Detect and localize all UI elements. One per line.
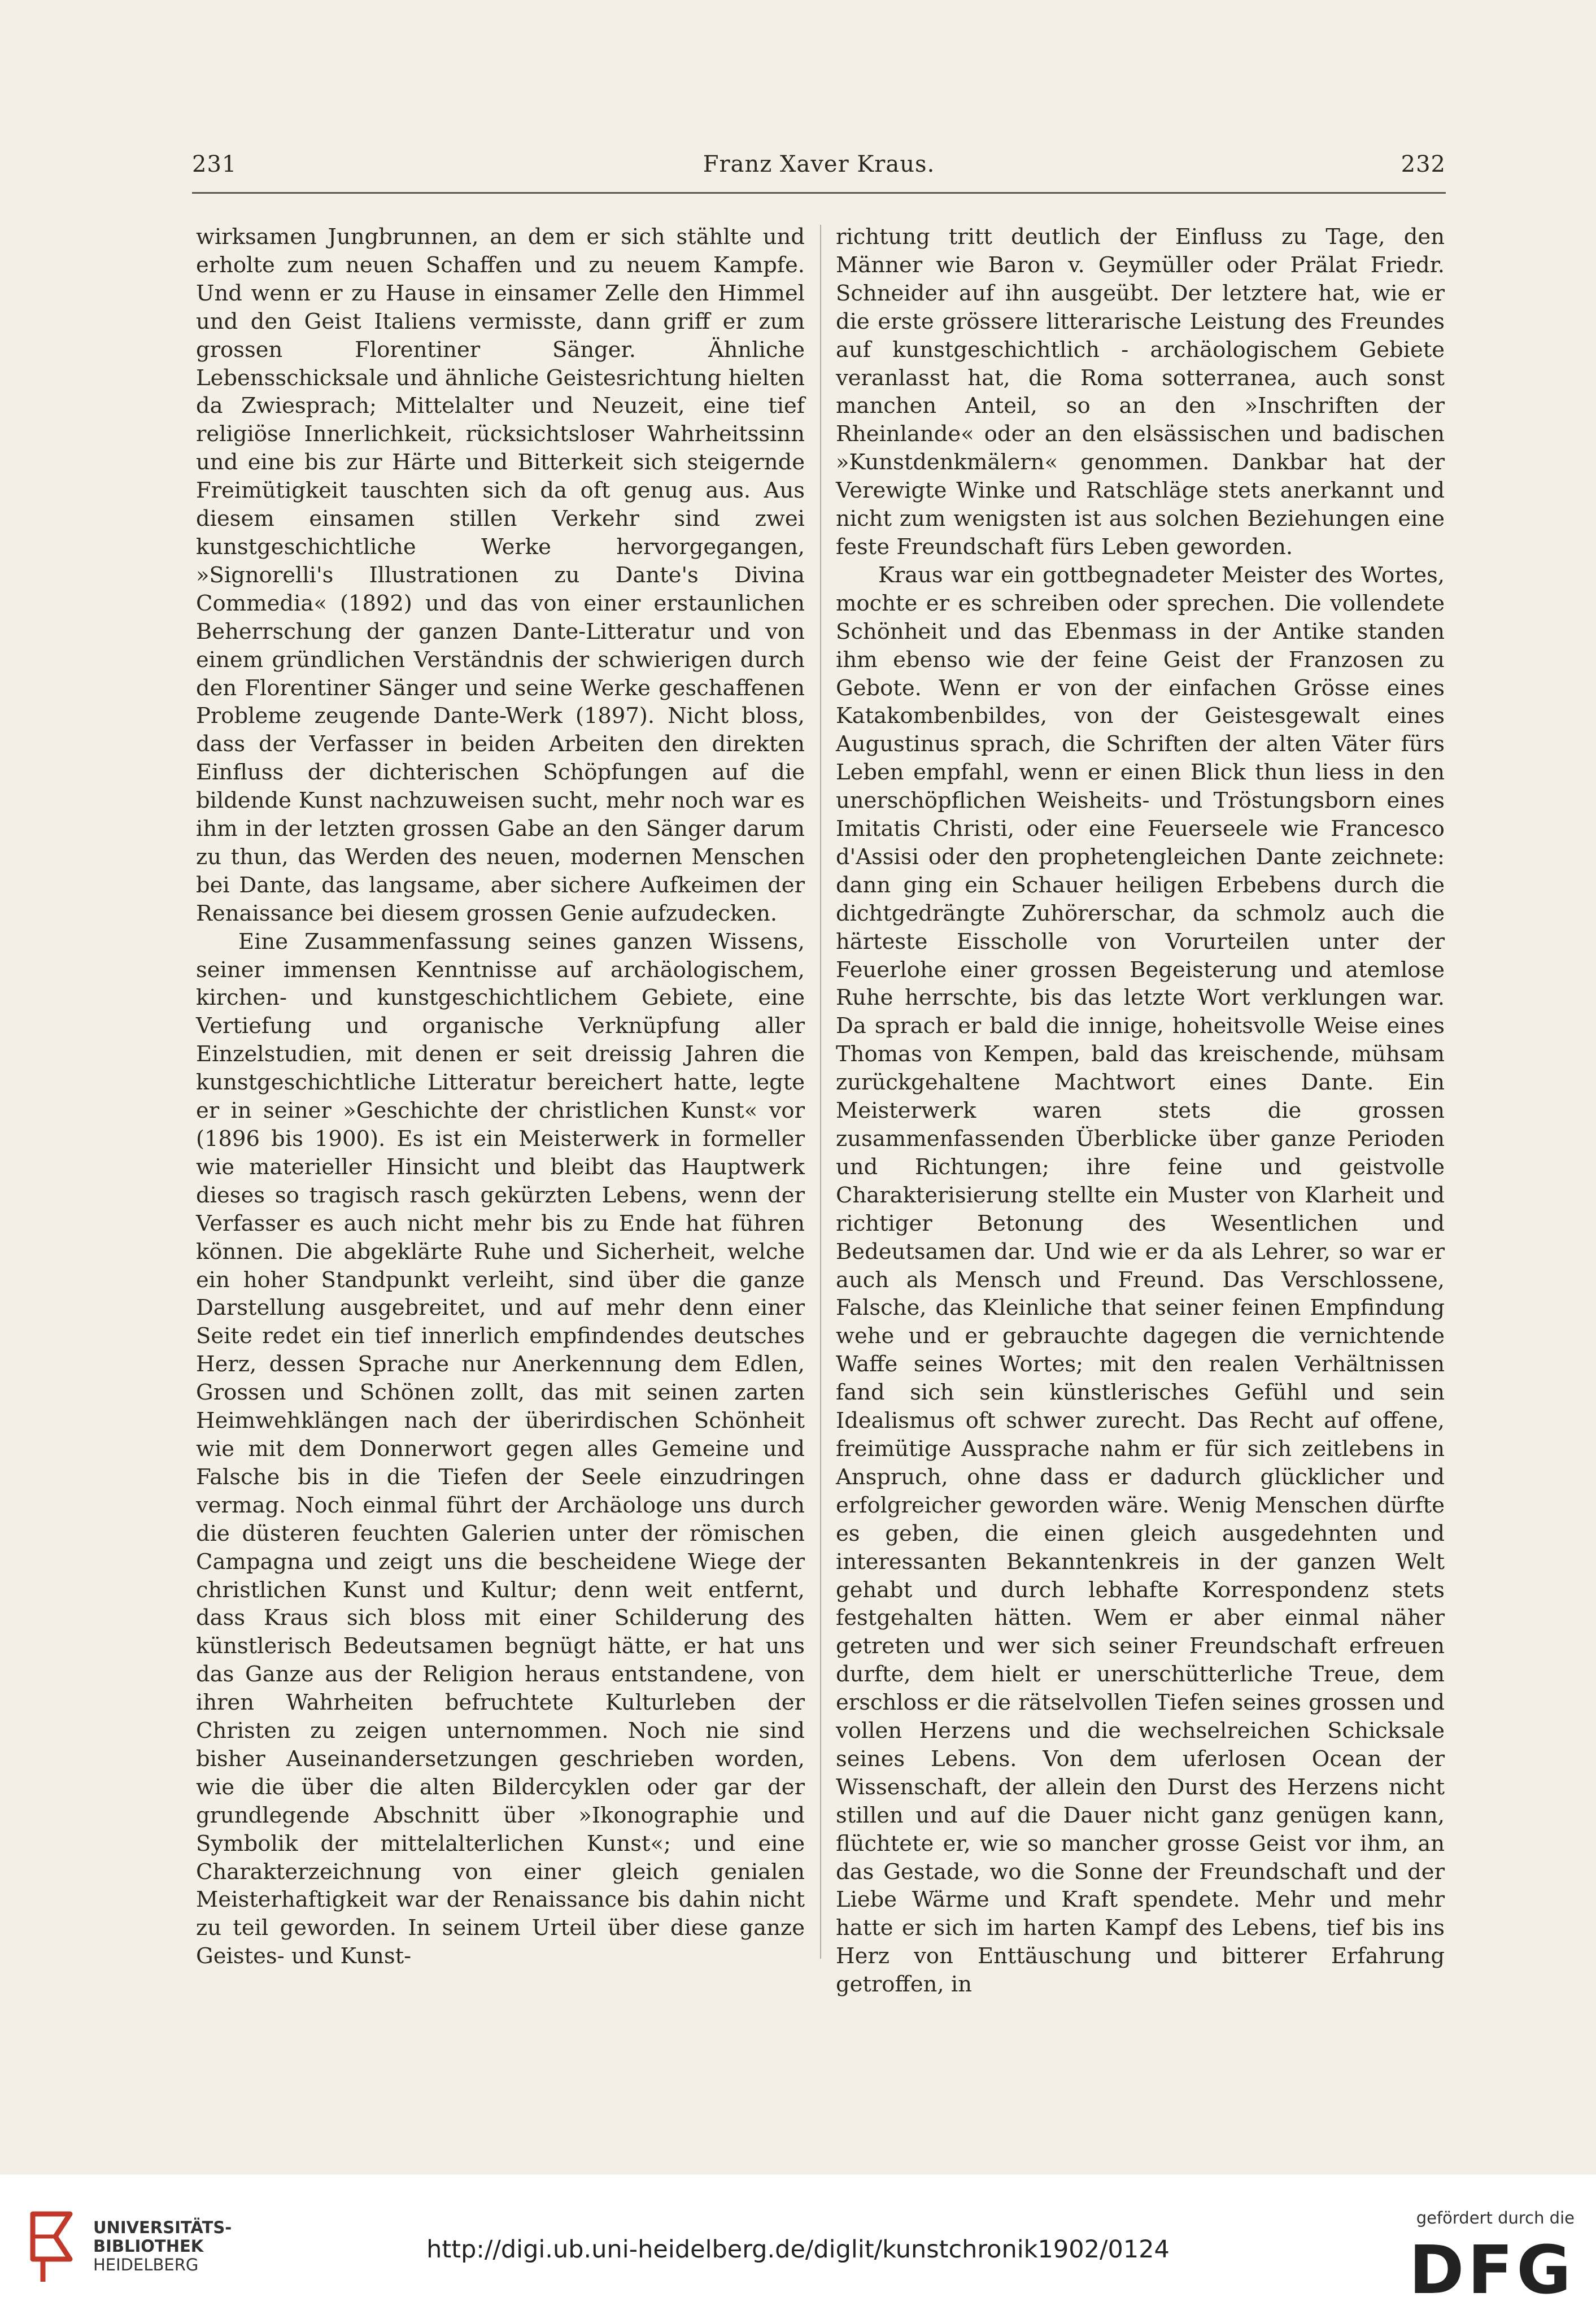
page-number-left: 231: [192, 151, 237, 177]
running-title: Franz Xaver Kraus.: [703, 151, 935, 177]
column-divider: [820, 225, 821, 1959]
funding-note: gefördert durch die: [1416, 2208, 1575, 2228]
left-paragraph-1: wirksamen Jungbrunnen, an dem er sich stählte und erholte zum neuen Schaffen und zu neuem Kampfe. Und wenn er zu Hause in einsamer Zelle den Himmel und den Geist Italiens vermisste, dann griff er zum grossen Florentiner Sänger. Ähnliche Lebensschicksale und ähnliche Geistesrichtung hielten da Zwiesprach; Mittelalter und Neuzeit, eine tief religiöse Innerlichkeit, rücksichtsloser Wahrheitssinn und eine bis zur Härte und Bitterkeit sich steigernde Freimütigkeit tauschten sich da oft genug aus. Aus diesem einsamen stillen Verkehr sind zwei kunstgeschichtliche Werke hervorgegangen, »Signorelli's Illustrationen zu Dante's Divina Commedia« (1892) und das von einer erstaunlichen Beherrschung der ganzen Dante-Litteratur und von einem gründlichen Verständnis der schwierigen durch den Florentiner Sänger und seine Werke geschaffenen Probleme zeugende Dante-Werk (1897). Nicht bloss, dass der Verfasser in beiden Arbeiten den direkten Einfluss der dichterischen Schöpfungen auf die bildende Kunst nachzuweisen sucht, mehr noch war es ihm in der letzten grossen Gabe an den Sänger darum zu thun, das Werden des neuen, modernen Menschen bei Dante, das langsame, aber sichere Aufkeimen der Renaissance bei diesem grossen Genie aufzudecken.: [196, 224, 805, 926]
library-name-line-3: HEIDELBERG: [93, 2255, 199, 2274]
right-paragraph-2: Kraus war ein gottbegnadeter Meister des Wortes, mochte er es schreiben oder sprechen. Die vollendete Schönheit und das Ebenmass in der Antike standen ihm ebenso wie der feine Geist der Franzosen zu Gebote. Wenn er von der einfachen Grösse eines Katakombenbildes, von der Geistesgewalt eines Augustinus sprach, die Schriften der alten Väter fürs Leben empfahl, wenn er einen Blick thun liess in den unerschöpflichen Weisheits- und Tröstungsborn eines Imitatis Christi, oder eine Feuerseele wie Francesco d'Assisi oder den prophetengleichen Dante zeichnete: dann ging ein Schauer heiligen Erbebens durch die dichtgedrängte Zuhörerschar, da schmolz auch die härteste Eisscholle von Vorurteilen unter der Feuerlohe einer grossen Begeisterung und atemlose Ruhe herrschte, bis das letzte Wort verklungen war. Da sprach er bald die innige, hoheitsvolle Weise eines Thomas von Kempen, bald das kreischende, mühsam zurückgehaltene Machtwort eines Dante. Ein Meisterwerk waren stets die grossen zusammenfassenden Überblicke über ganze Perioden und Richtungen; ihre feine und geistvolle Charakterisierung stellte ein Muster von Klarheit und richtiger Betonung des Wesentlichen und Bedeutsamen dar. Und wie er da als Lehrer, so war er auch als Mensch und Freund. Das Verschlossene, Falsche, das Kleinliche that seiner feinen Empfindung wehe und er gebrauchte dagegen die vernichtende Waffe seines Wortes; mit den realen Verhältnissen fand sich sein künstlerisches Gefühl und sein Idealismus oft schwer zurecht. Das Recht auf offene, freimütige Aussprache nahm er für sich zeitlebens in Anspruch, ohne dass er dadurch glücklicher und erfolgreicher geworden wäre. Wenig Menschen dürfte es geben, die einen gleich ausgedehnten und interessanten Bekanntenkreis in der ganzen Welt gehabt und durch lebhafte Korrespondenz stets festgehalten hätten. Wem er aber einmal näher getreten und wer sich seiner Freundschaft erfreuen durfte, dem hielt er unerschütterliche Treue, dem erschloss er die rätselvollen Tiefen seines grossen und vollen Herzens und die wechselreichen Schicksale seines Lebens. Von dem uferlosen Ocean der Wissenschaft, der allein den Durst des Herzens nicht stillen und auf die Dauer nicht ganz genügen kann, flüchtete er, wie so mancher grosse Geist vor ihm, an das Gestade, wo die Sonne der Freundschaft und der Liebe Wärme und Kraft spendete. Mehr und mehr hatte er sich im harten Kampf des Lebens, tief bis ins Herz von Enttäuschung und bitterer Erfahrung getroffen, in: [836, 562, 1445, 1998]
library-name-line-1: UNIVERSITÄTS-: [93, 2218, 232, 2237]
left-paragraph-2: Eine Zusammenfassung seines ganzen Wissens, seiner immensen Kenntnisse auf archäologischem, kirchen- und kunstgeschichtlichem Gebiete, eine Vertiefung und organische Verknüpfung aller Einzelstudien, mit denen er seit dreissig Jahren die kunstgeschichtliche Litteratur bereichert hatte, legte er in seiner »Geschichte der christlichen Kunst« vor (1896 bis 1900). Es ist ein Meisterwerk in formeller wie materieller Hinsicht und bleibt das Hauptwerk dieses so tragisch rasch gekürzten Lebens, wenn der Verfasser es auch nicht mehr bis zu Ende hat führen können. Die abgeklärte Ruhe und Sicherheit, welche ein hoher Standpunkt verleiht, sind über die ganze Darstellung ausgebreitet, und auf mehr denn einer Seite redet ein tief innerlich empfindendes deutsches Herz, dessen Sprache nur Anerkennung dem Edlen, Grossen und Schönen zollt, das mit seinen zarten Heimwehklängen nach der überirdischen Schönheit wie mit dem Donnerwort gegen alles Gemeine und Falsche bis in die Tiefen der Seele einzudringen vermag. Noch einmal führt der Archäologe uns durch die düsteren feuchten Galerien unter der römischen Campagna und zeigt uns die bescheidene Wiege der christlichen Kunst und Kultur; denn weit entfernt, dass Kraus sich bloss mit einer Schilderung des künstlerisch Bedeutsamen begnügt hätte, er hat uns das Ganze aus der Religion heraus entstandene, von ihren Wahrheiten befruchtete Kulturleben der Christen zu zeigen unternommen. Noch nie sind bisher Auseinandersetzungen geschrieben worden, wie die über die alten Bildercyklen oder gar der grundlegende Abschnitt über »Ikonographie und Symbolik der mittelalterlichen Kunst«; und eine Charakterzeichnung von einer gleich genialen Meisterhaftigkeit war der Renaissance bis dahin nicht zu teil geworden. In seinem Urteil über diese ganze Geistes- und Kunst-: [196, 929, 805, 1969]
viewer-footer: [0, 2174, 1596, 2319]
permalink-url[interactable]: http://digi.ub.uni-heidelberg.de/diglit/kunstchronik1902/0124: [426, 2235, 1170, 2264]
right-column: [836, 223, 1445, 1999]
library-name-line-2: BIBLIOTHEK: [93, 2237, 204, 2256]
right-paragraph-1: richtung tritt deutlich der Einfluss zu Tage, den Männer wie Baron v. Geymüller oder Prälat Friedr. Schneider auf ihn ausgeübt. Der letztere hat, wie er die erste grössere litterarische Leistung des Freundes auf kunstgeschichtlich - archäologischem Gebiete veranlasst hat, die Roma sotterranea, auch sonst manchen Anteil, so an den »Inschriften der Rheinlande« oder an den elsässischen und badischen »Kunstdenkmälern« genommen. Dankbar hat der Verewigte Winke und Ratschläge stets anerkannt und nicht zum wenigsten ist aus solchen Beziehungen eine feste Freundschaft fürs Leben geworden.: [836, 224, 1445, 560]
page-number-right: 232: [1401, 151, 1446, 177]
left-column: [196, 223, 805, 1971]
header-rule: [192, 192, 1446, 194]
dfg-logo: DFG: [1409, 2231, 1575, 2309]
running-head: [192, 151, 1446, 197]
